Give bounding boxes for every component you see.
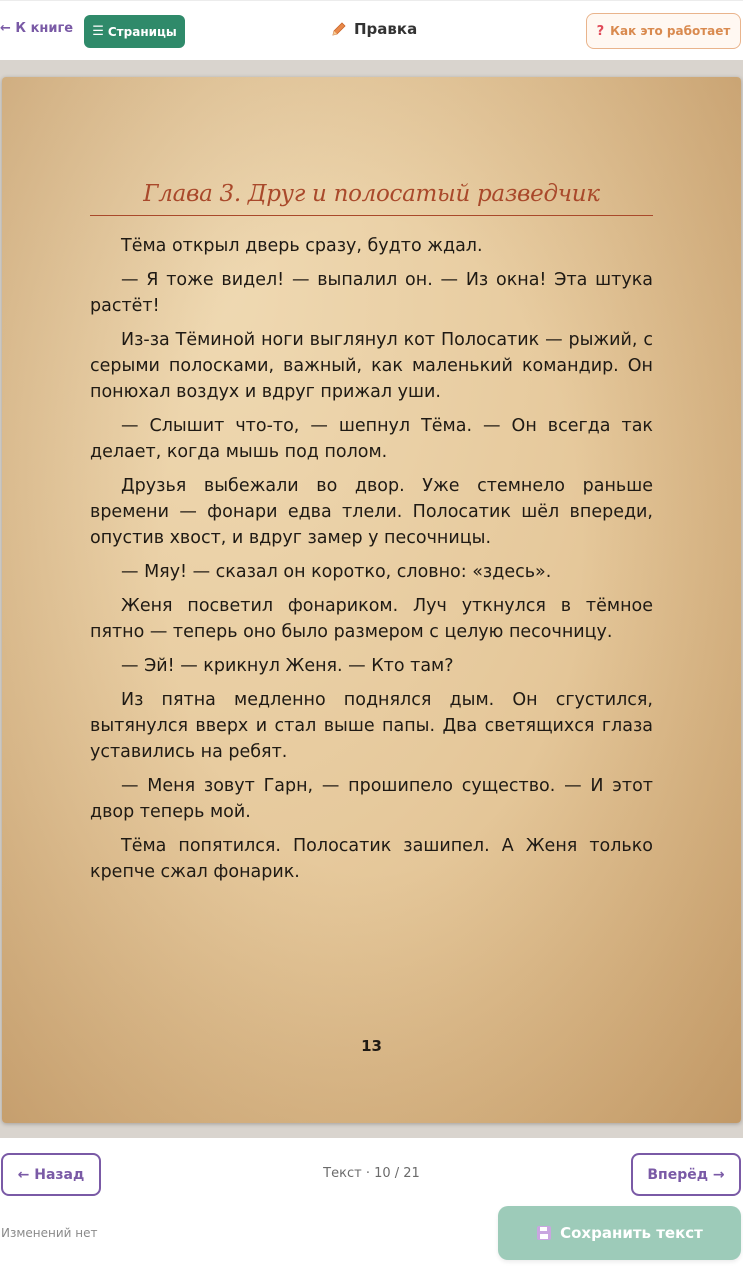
save-status: Изменений нет	[1, 1226, 98, 1240]
prev-page-button[interactable]: ← Назад	[1, 1153, 101, 1196]
back-to-book-link[interactable]: ← К книге	[0, 21, 74, 36]
menu-icon: ☰	[92, 24, 104, 39]
page-indicator: Текст · 10 / 21	[323, 1166, 420, 1181]
floppy-disk-icon	[536, 1225, 552, 1241]
paragraph: — Меня зовут Гарн, — прошипело существо. — И этот двор теперь мой.	[90, 776, 653, 822]
chapter-title: Глава 3. Друг и полосатый разведчик	[143, 181, 600, 207]
pencil-icon	[330, 20, 348, 38]
chapter-title-rule	[90, 215, 653, 216]
save-text-button[interactable]	[498, 1206, 741, 1260]
paragraph: Из пятна медленно поднялся дым. Он сгустился, вытянулся вверх и стал выше папы. Два светящихся глаза уставились на ребят.	[90, 690, 653, 762]
page-number: 13	[361, 1037, 382, 1055]
question-icon: ?	[596, 23, 605, 39]
paragraph: Женя посветил фонариком. Луч уткнулся в тёмное пятно — теперь оно было размером с целую песочницу.	[90, 596, 653, 642]
mode-title	[330, 20, 417, 38]
how-it-works-label: Как это работает	[610, 24, 731, 38]
page-text[interactable]	[90, 233, 653, 893]
bottom-bar	[0, 1138, 743, 1268]
book-page	[2, 77, 741, 1123]
pages-button-label: Страницы	[107, 24, 177, 39]
pages-button[interactable]	[84, 15, 185, 48]
mode-title-label: Правка	[354, 20, 418, 38]
paragraph: Из-за Тёминой ноги выглянул кот Полосатик — рыжий, с серыми полосками, важный, как маленький командир. Он понюхал воздух и вдруг прижал уши.	[90, 330, 653, 402]
paragraph: — Эй! — крикнул Женя. — Кто там?	[121, 656, 454, 676]
paragraph: — Я тоже видел! — выпалил он. — Из окна! Эта штука растёт!	[90, 270, 653, 316]
page-stage	[0, 60, 743, 1138]
next-page-button[interactable]: Вперёд →	[631, 1153, 741, 1196]
save-text-label: Сохранить текст	[560, 1224, 703, 1242]
paragraph: Тёма попятился. Полосатик зашипел. А Женя только крепче сжал фонарик.	[90, 836, 653, 882]
paragraph: — Мяу! — сказал он коротко, словно: «здесь».	[121, 562, 552, 582]
top-bar	[0, 0, 743, 60]
paragraph: Тёма открыл дверь сразу, будто ждал.	[121, 236, 483, 256]
how-it-works-button[interactable]	[586, 13, 741, 49]
paragraph: Друзья выбежали во двор. Уже стемнело раньше времени — фонари едва тлели. Полосатик шёл впереди, опустив хвост, и вдруг замер у песочницы.	[90, 476, 653, 548]
paragraph: — Слышит что-то, — шепнул Тёма. — Он всегда так делает, когда мышь под полом.	[90, 416, 653, 462]
